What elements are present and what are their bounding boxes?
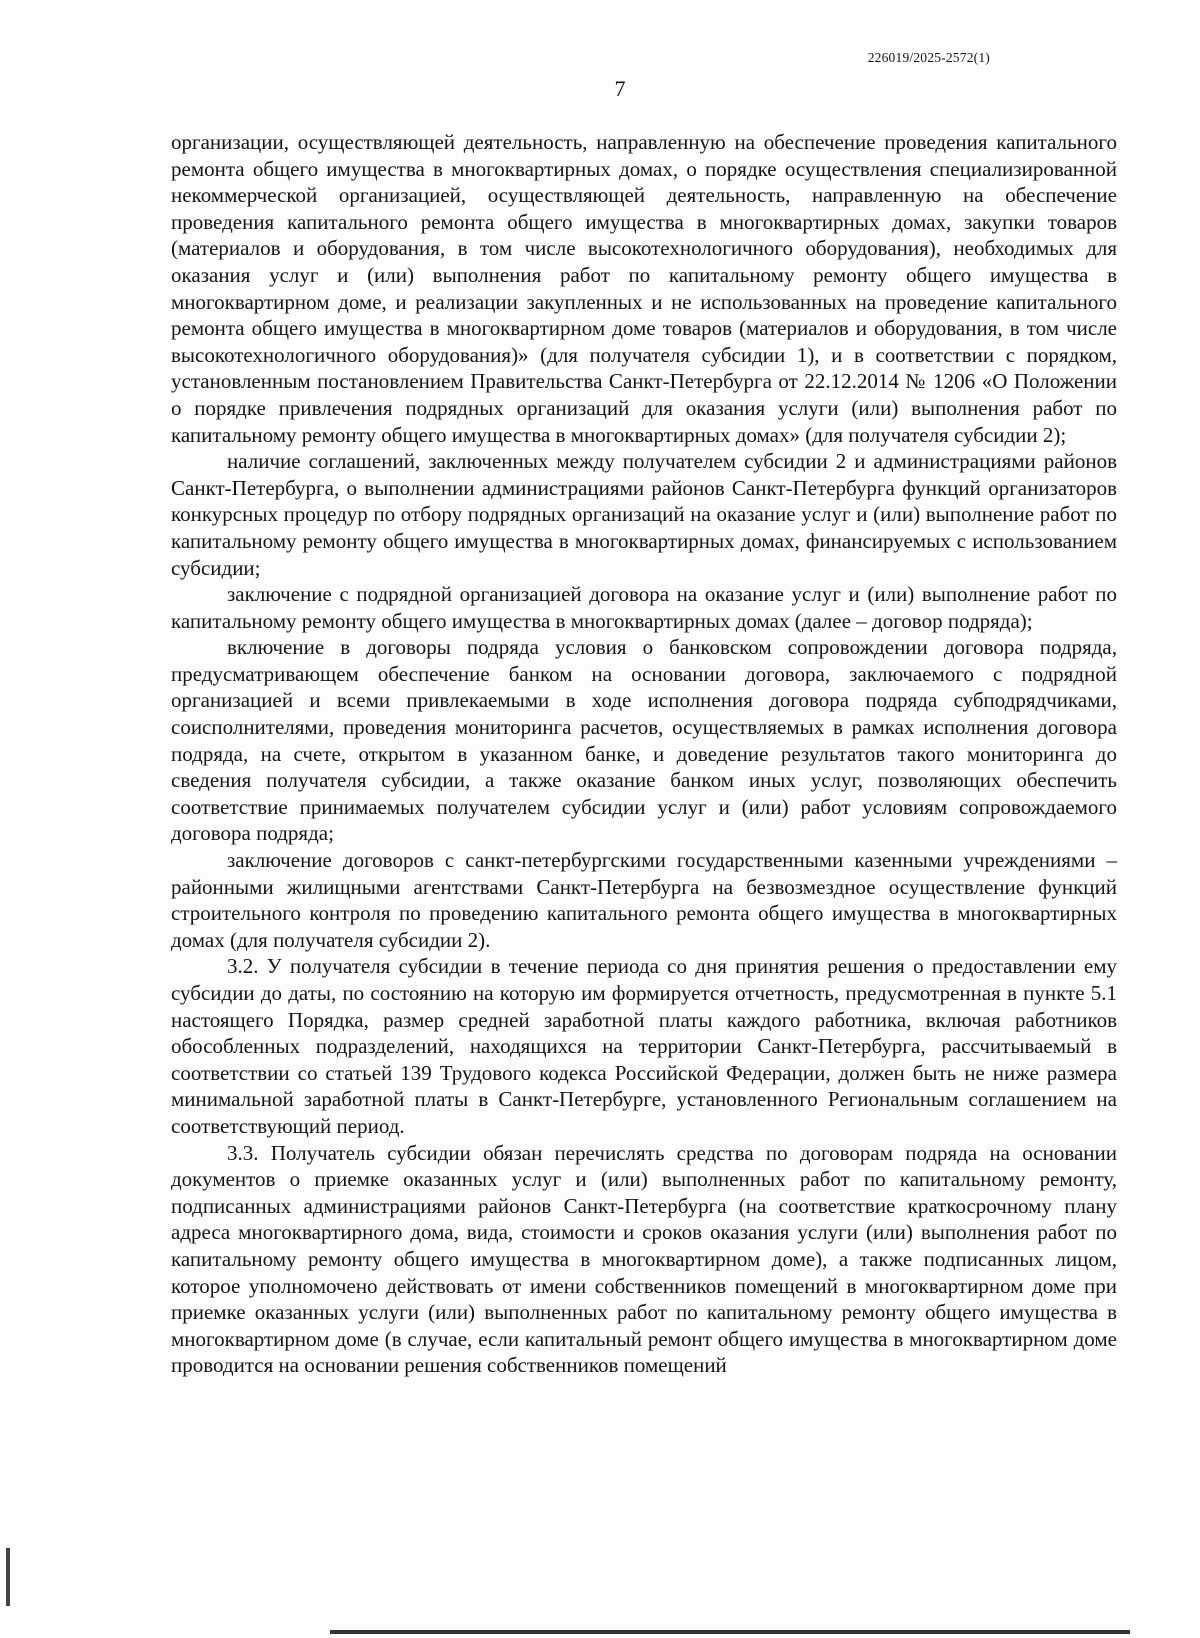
paragraph-continuation: организации, осуществляющей деятельность, направленную на обеспечение проведения капитального ремонта общего имущества в многоквартирных домах, о порядке осуществления специализированной некоммерческой организацией, осуществляющей деятельность, направленную на обеспечение проведения капитального ремонта общего имущества в многоквартирных домах, закупки товаров (материалов и оборудования, в том числе высокотехнологичного оборудования), необходимых для оказания услуг и (или) выполнения работ по капитальному ремонту общего имущества в многоквартирном доме, и реализации закупленных и не использованных на проведение капитального ремонта общего имущества в многоквартирном доме товаров (материалов и оборудования, в том числе высокотехнологичного оборудования)» (для получателя субсидии 1), и в соответствии с порядком, установленным постановлением Правительства Санкт-Петербурга от 22.12.2014 № 1206 «О Положении о порядке привлечения подрядных организаций для оказания услуги (или) выполнения работ по капитальному ремонту общего имущества в многоквартирных домах» (для получателя субсидии 2); [171, 130, 1117, 447]
document-body [171, 129, 1117, 1379]
scan-edge-mark-left [6, 1548, 10, 1606]
paragraph-clause-3-3: 3.3. Получатель субсидии обязан перечислять средства по договорам подряда на основании документов о приемке оказанных услуг и (или) выполненных работ по капитальному ремонту, подписанных администрациями районов Санкт-Петербурга (на соответствие краткосрочному плану адреса многоквартирного дома, вида, стоимости и сроков оказания услуги (или) выполнения работ по капитальному ремонту общего имущества в многоквартирном доме), а также подписанных лицом, которое уполномочено действовать от имени собственников помещений в многоквартирном доме при приемке оказанных услуги (или) выполненных работ по капитальному ремонту общего имущества в многоквартирном доме (в случае, если капитальный ремонт общего имущества в многоквартирном доме проводится на основании решения собственников помещений [171, 1140, 1117, 1378]
page-number: 7 [614, 76, 626, 101]
scan-edge-mark-bottom [330, 1630, 1130, 1634]
paragraph-contract-conclusion: заключение с подрядной организацией договора на оказание услуг и (или) выполнение работ по капитальному ремонту общего имущества в многоквартирных домах (далее – договор подряда); [171, 582, 1117, 633]
paragraph-agreements: наличие соглашений, заключенных между получателем субсидии 2 и администрациями районов Санкт-Петербурга, о выполнении администрациями районов Санкт-Петербурга функций организаторов конкурсных процедур по отбору подрядных организаций на оказание услуг и (или) выполнение работ по капитальному ремонту общего имущества в многоквартирных домах, финансируемых с использованием субсидии; [171, 449, 1117, 580]
paragraph-construction-control: заключение договоров с санкт-петербургскими государственными казенными учреждениями – районными жилищными агентствами Санкт-Петербурга на безвозмездное осуществление функций строительного контроля по проведению капитального ремонта общего имущества в многоквартирных домах (для получателя субсидии 2). [171, 848, 1117, 952]
paragraph-clause-3-2: 3.2. У получателя субсидии в течение периода со дня принятия решения о предоставлении ему субсидии до даты, по состоянию на которую им формируется отчетность, предусмотренная в пункте 5.1 настоящего Порядка, размер средней заработной платы каждого работника, включая работников обособленных подразделений, находящихся на территории Санкт-Петербурга, рассчитываемый в соответствии со статьей 139 Трудового кодекса Российской Федерации, должен быть не ниже размера минимальной заработной платы в Санкт-Петербурге, установленного Региональным соглашением на соответствующий период. [171, 954, 1117, 1138]
document-registration-number: 226019/2025-2572(1) [867, 50, 990, 65]
paragraph-bank-support: включение в договоры подряда условия о банковском сопровождении договора подряда, предусматривающем обеспечение банком на основании договора, заключаемого с подрядной организацией и всеми привлекаемыми в ходе исполнения договора подряда субподрядчиками, соисполнителями, проведения мониторинга расчетов, осуществляемых в рамках исполнения договора подряда, на счете, открытом в указанном банке, и доведение результатов такого мониторинга до сведения получателя субсидии, а также оказание банком иных услуг, позволяющих обеспечить соответствие принимаемых получателем субсидии услуг и (или) работ условиям сопровождаемого договора подряда; [171, 635, 1117, 846]
